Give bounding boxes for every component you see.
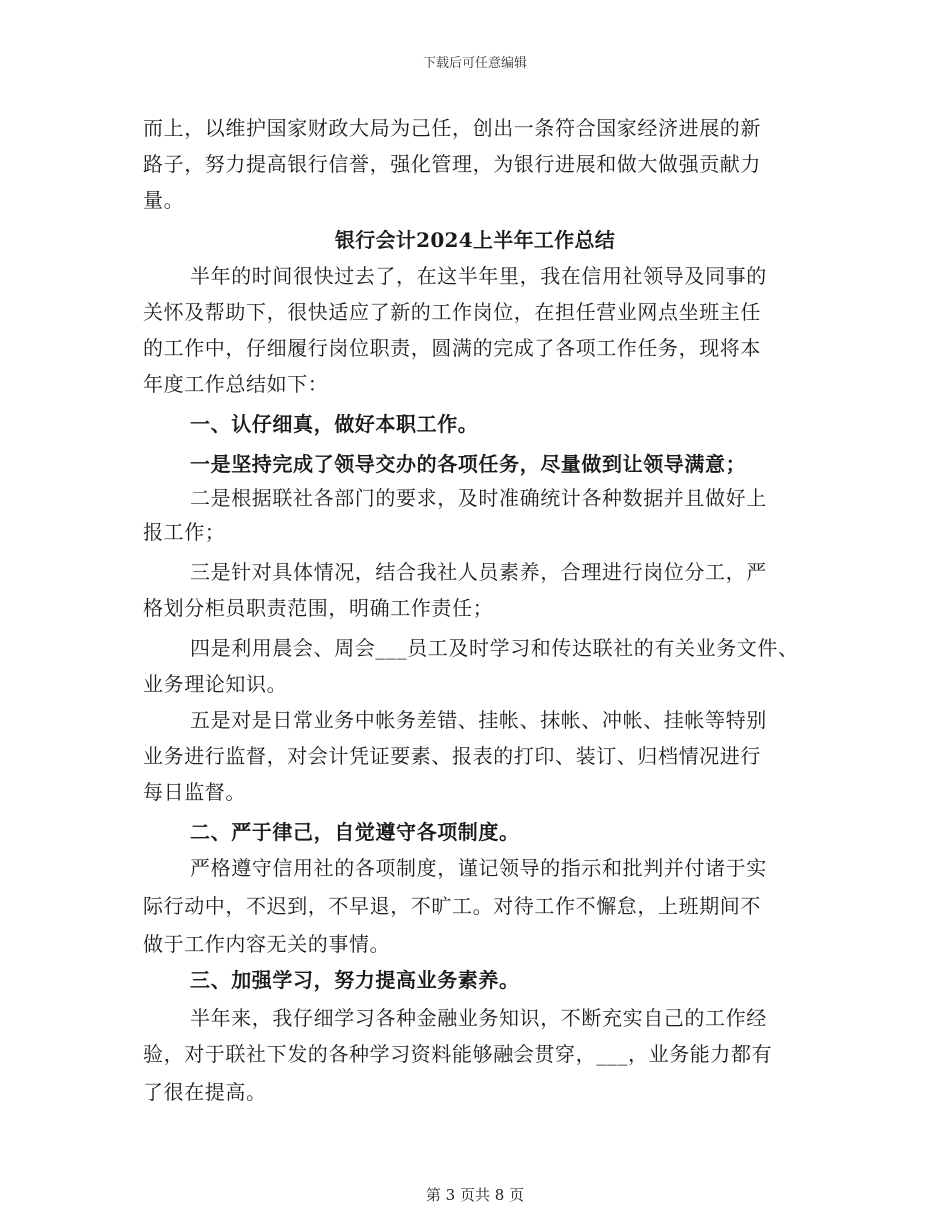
text-line: 验，对于联社下发的各种学习资料能够融会贯穿，___，业务能力都有 (143, 1042, 773, 1066)
text-line: 四是利用晨会、周会___员工及时学习和传达联社的有关业务文件、 (190, 636, 799, 660)
text-line: 半年来，我仔细学习各种金融业务知识，不断充实自己的工作经 (190, 1006, 767, 1030)
text-line: 的工作中，仔细履行岗位职责，圆满的完成了各项工作任务，现将本 (143, 336, 761, 360)
section-heading: 二、严于律己，自觉遵守各项制度。 (190, 820, 520, 844)
section-heading: 一、认仔细真，做好本职工作。 (190, 412, 479, 436)
text-line: 做于工作内容无关的事情。 (143, 932, 391, 956)
page-footer: 第 3 页共 8 页 (425, 1186, 525, 1204)
text-line: 五是对是日常业务中帐务差错、挂帐、抹帐、冲帐、挂帐等特别 (190, 708, 767, 732)
text-line: 际行动中，不迟到，不早退，不旷工。对待工作不懈怠，上班期间不 (143, 894, 761, 918)
text-line: 而上，以维护国家财政大局为己任，创出一条符合国家经济进展的新 (143, 116, 761, 140)
text-line: 业务进行监督，对会计凭证要素、报表的打印、装订、归档情况进行 (143, 744, 761, 768)
text-line: 关怀及帮助下，很快适应了新的工作岗位，在担任营业网点坐班主任 (143, 300, 761, 324)
text-line: 严格遵守信用社的各项制度，谨记领导的指示和批判并付诸于实 (190, 856, 767, 880)
text-line: 量。 (143, 188, 185, 212)
text-line: 年度工作总结如下： (143, 372, 329, 396)
text-line: 报工作； (143, 520, 226, 544)
text-line: 半年的时间很快过去了，在这半年里，我在信用社领导及同事的 (190, 264, 767, 288)
text-line: 三是针对具体情况，结合我社人员素养，合理进行岗位分工，严 (190, 560, 767, 584)
text-line: 每日监督。 (143, 780, 246, 804)
page-header: 下载后可任意编辑 (422, 56, 527, 71)
document-title: 银行会计2024上半年工作总结 (334, 228, 616, 252)
text-line: 业务理论知识。 (143, 672, 288, 696)
text-line: 路子，努力提高银行信誉，强化管理，为银行进展和做大做强贡献力 (143, 152, 761, 176)
text-line: 二是根据联社各部门的要求，及时准确统计各种数据并且做好上 (190, 486, 767, 510)
section-heading: 三、加强学习，努力提高业务素养。 (190, 968, 520, 992)
text-line: 格划分柜员职责范围，明确工作责任； (143, 596, 494, 620)
section-heading: 一是坚持完成了领导交办的各项任务，尽量做到让领导满意； (190, 452, 747, 476)
text-line: 了很在提高。 (143, 1080, 267, 1104)
